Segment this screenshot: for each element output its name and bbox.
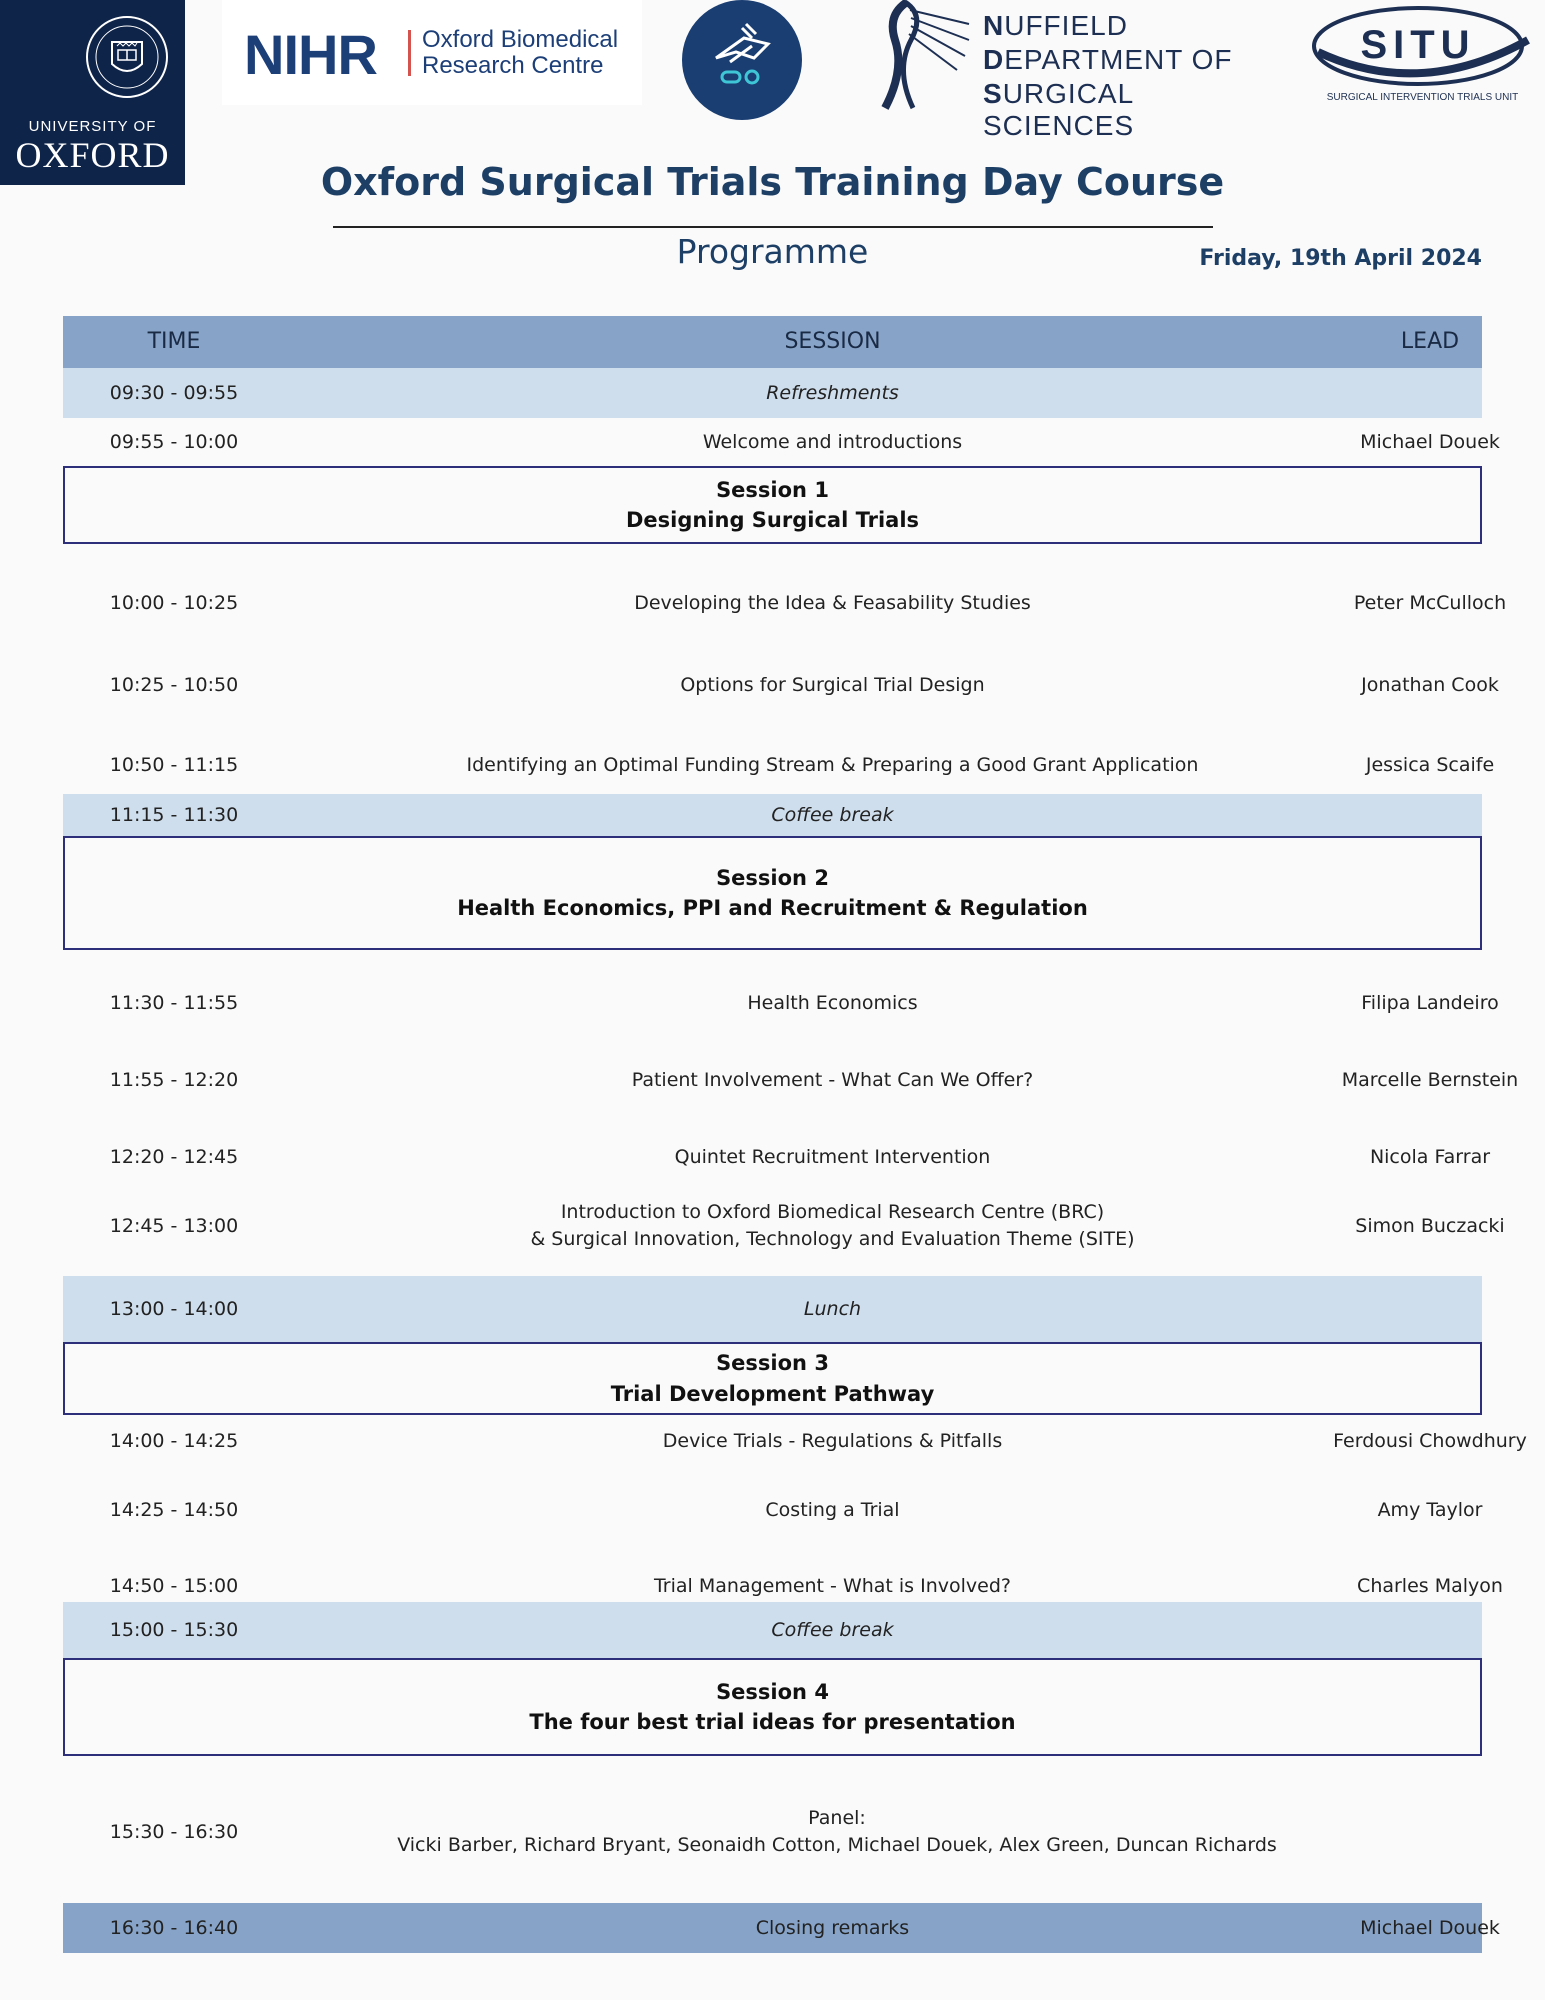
nihr-logo-line2: Research Centre — [422, 52, 604, 79]
row-lead: Jessica Scaife — [1365, 753, 1495, 776]
nuffield-department-logo — [865, 0, 1265, 141]
table-header-row — [63, 316, 1482, 368]
session-heading-1 — [63, 466, 1482, 544]
table-row — [63, 418, 1500, 466]
table-row — [63, 1484, 1482, 1536]
helix-icon — [865, 0, 975, 110]
row-session: Device Trials - Regulations & Pitfalls — [662, 1429, 1003, 1452]
situ-mark-icon — [1310, 0, 1535, 92]
oxford-logo-line2: OXFORD — [15, 135, 170, 175]
session-name: The four best trial ideas for presentation — [529, 1710, 1016, 1734]
session-heading-3 — [63, 1342, 1482, 1415]
session-number: Session 3 — [716, 1351, 829, 1376]
row-lead: Charles Malyon — [1357, 1574, 1503, 1597]
table-row — [63, 1132, 1491, 1182]
session-heading-4 — [63, 1658, 1482, 1756]
closing-row — [63, 1903, 1500, 1953]
row-time: 10:00 - 10:25 — [109, 591, 239, 614]
session-number: Session 1 — [716, 477, 829, 502]
situ-logo — [1310, 0, 1535, 110]
row-time: 13:00 - 14:00 — [109, 1297, 239, 1320]
row-lead: Michael Douek — [1360, 1916, 1500, 1939]
row-time: 09:55 - 10:00 — [109, 430, 239, 453]
column-header-session: SESSION — [784, 328, 881, 354]
session-name: Trial Development Pathway — [610, 1381, 935, 1406]
table-row — [63, 578, 1507, 628]
row-session: Developing the Idea & Feasability Studies — [634, 591, 1031, 614]
row-session-line2: Vicki Barber, Richard Bryant, Seonaidh Cotton, Michael Douek, Alex Green, Duncan Richards — [397, 1834, 1277, 1856]
row-session — [285, 1792, 1389, 1872]
row-time: 15:00 - 15:30 — [109, 1618, 239, 1641]
break-row — [63, 794, 1482, 836]
row-time: 16:30 - 16:40 — [109, 1916, 239, 1939]
row-session: Costing a Trial — [765, 1498, 900, 1521]
row-lead: Michael Douek — [1360, 430, 1500, 453]
row-session-line1: Introduction to Oxford Biomedical Research Centre (BRC) — [560, 1201, 1105, 1224]
row-time: 11:15 - 11:30 — [109, 803, 239, 826]
row-session: Trial Management - What is Involved? — [653, 1574, 1011, 1597]
row-time: 14:25 - 14:50 — [109, 1498, 239, 1521]
row-lead: Peter McCulloch — [1353, 591, 1507, 614]
table-row — [63, 1186, 1505, 1266]
row-time: 10:25 - 10:50 — [109, 673, 239, 696]
surgical-instrument-icon — [682, 0, 802, 120]
session-heading-2 — [63, 836, 1482, 950]
row-session: Closing remarks — [755, 1916, 910, 1939]
session-number: Session 2 — [716, 865, 829, 890]
row-time: 10:50 - 11:15 — [109, 753, 239, 776]
site-theme-logo — [682, 0, 802, 120]
column-header-lead: LEAD — [1400, 328, 1460, 354]
nihr-logo-line1: Oxford Biomedical — [422, 26, 619, 53]
row-session-line1: Panel: — [808, 1807, 866, 1830]
oxford-university-logo — [0, 0, 185, 185]
table-row — [63, 1792, 1482, 1872]
situ-mark: SITU — [1360, 23, 1476, 67]
table-row — [63, 1415, 1527, 1467]
row-time: 12:45 - 13:00 — [109, 1214, 239, 1237]
nihr-mark: NIHR — [244, 23, 377, 86]
session-name: Designing Surgical Trials — [625, 508, 920, 532]
table-row — [63, 660, 1499, 710]
row-session: Coffee break — [771, 1618, 894, 1641]
session-heading — [65, 1660, 1480, 1754]
row-session: Lunch — [803, 1297, 862, 1320]
row-lead: Simon Buczacki — [1355, 1214, 1505, 1237]
nihr-logo — [222, 0, 642, 105]
session-heading — [65, 1344, 1480, 1413]
row-time: 14:00 - 14:25 — [109, 1429, 239, 1452]
row-lead: Amy Taylor — [1377, 1498, 1483, 1521]
situ-caption: SURGICAL INTERVENTION TRIALS UNIT — [1326, 92, 1519, 103]
column-header-time: TIME — [147, 328, 201, 354]
break-row — [63, 1276, 1482, 1342]
page-title: Oxford Surgical Trials Training Day Course — [320, 160, 1225, 204]
event-date: Friday, 19th April 2024 — [1199, 246, 1482, 271]
table-row — [63, 1055, 1519, 1105]
row-lead: Ferdousi Chowdhury — [1333, 1429, 1527, 1452]
row-session: Refreshments — [766, 381, 899, 404]
row-time: 12:20 - 12:45 — [109, 1145, 239, 1168]
break-row — [63, 368, 1482, 418]
row-lead: Marcelle Bernstein — [1341, 1068, 1519, 1091]
row-lead: Jonathan Cook — [1361, 673, 1499, 696]
row-time: 09:30 - 09:55 — [109, 381, 239, 404]
row-time: 15:30 - 16:30 — [109, 1820, 239, 1843]
nuffield-line2: DEPARTMENT OF — [983, 44, 1233, 75]
row-session: Identifying an Optimal Funding Stream & Preparing a Good Grant Application — [466, 753, 1199, 776]
row-session: Welcome and introductions — [702, 430, 963, 453]
row-session: Coffee break — [771, 803, 894, 826]
session-heading — [65, 468, 1480, 542]
nuffield-line1: NUFFIELD — [983, 10, 1128, 41]
row-session: Patient Involvement - What Can We Offer? — [631, 1068, 1034, 1091]
row-session: Health Economics — [747, 991, 918, 1014]
row-session: Quintet Recruitment Intervention — [674, 1145, 991, 1168]
row-session — [285, 1186, 1380, 1266]
nihr-divider — [408, 30, 411, 76]
row-lead: Filipa Landeiro — [1361, 991, 1499, 1014]
table-row — [63, 740, 1495, 790]
session-number: Session 4 — [716, 1679, 829, 1704]
session-heading — [65, 838, 1480, 948]
title-divider — [333, 226, 1213, 228]
nuffield-line3: SURGICAL SCIENCES — [983, 78, 1135, 141]
row-time: 11:55 - 12:20 — [109, 1068, 239, 1091]
oxford-crest-icon — [82, 12, 172, 102]
row-session: Options for Surgical Trial Design — [680, 673, 985, 696]
row-time: 14:50 - 15:00 — [109, 1574, 239, 1597]
table-row — [63, 978, 1499, 1028]
row-lead: Nicola Farrar — [1369, 1145, 1491, 1168]
session-name: Health Economics, PPI and Recruitment & Regulation — [457, 896, 1088, 920]
row-time: 11:30 - 11:55 — [109, 991, 239, 1014]
page-subtitle: Programme — [676, 232, 869, 271]
break-row — [63, 1602, 1482, 1658]
oxford-logo-line1: UNIVERSITY OF — [28, 118, 157, 135]
row-session-line2: & Surgical Innovation, Technology and Evaluation Theme (SITE) — [530, 1228, 1135, 1250]
